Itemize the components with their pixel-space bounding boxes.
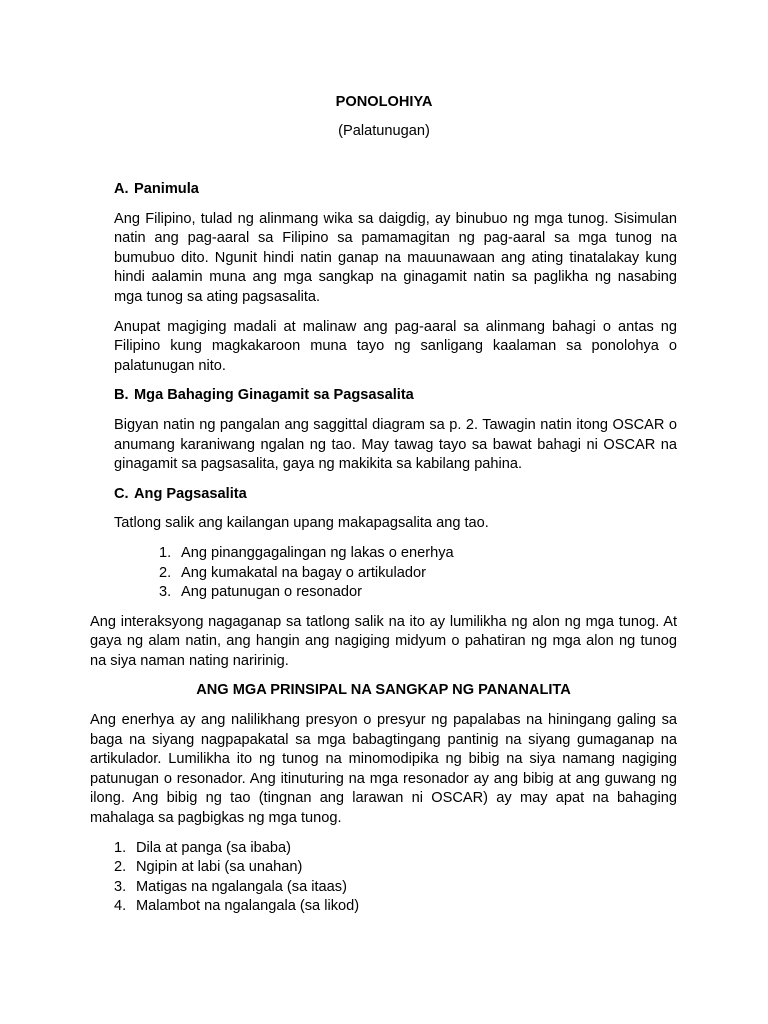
- section-b-marker: B.: [114, 387, 129, 404]
- section-c-heading: [114, 485, 677, 505]
- list-item: 4. Malambot na ngalangala (sa likod): [114, 898, 360, 915]
- section-a-paragraph-2: Anupat magiging madali at malinaw ang pag-aaral sa alinmang bahagi o antas ng Filipino kung magkakaroon muna tayo ng sanligang kaalaman sa ponolohya o palatunugan nito.: [114, 318, 677, 374]
- principal-paragraph: Ang enerhya ay ang nalilikhang presyon o presyur ng papalabas na hiningang galing sa baga na siyang nagpapakatal sa mga babagtingang pantinig na siyang gumaganap na artikulador. Lumilikha ito ng tunog na minomodipika ng bibig na siya namang nagiging patunugan o resonador. Ang itinuturing na mga resonador ay ang bibig at ang guwang ng ilong. Ang bibig ng tao (tingnan ang larawan ni OSCAR) ay may apat na bahaging mahalaga sa pagbigkas ng mga tunog.: [90, 712, 677, 827]
- list-item: 1. Dila at panga (sa ibaba): [114, 839, 291, 856]
- principal-heading: ANG MGA PRINSIPAL NA SANGKAP NG PANANALITA: [196, 682, 571, 699]
- list-item: 1. Ang pinanggagalingan ng lakas o enerhya: [159, 544, 454, 561]
- section-c-marker: C.: [114, 485, 129, 502]
- list-item: 2. Ang kumakatal na bagay o artikulador: [159, 564, 427, 581]
- list-item: 2. Ngipin at labi (sa unahan): [114, 859, 303, 876]
- principal-list: [114, 839, 677, 917]
- list-item: 3. Ang patunugan o resonador: [159, 584, 362, 601]
- section-b-title: Mga Bahaging Ginagamit sa Pagsasalita: [134, 387, 414, 404]
- section-a-paragraph-1: Ang Filipino, tulad ng alinmang wika sa daigdig, ay binubuo ng mga tunog. Sisimulan natin ang pag-aaral sa Filipino sa pamamagitan ng pag-aaral sa mga tunog na bumubuo dito. Ngunit hindi natin ganap na mauunawaan ang ating tinatalakay kung hindi aalamin muna ang mga sangkap na ginagamit natin sa paglikha ng nasabing mga tunog sa ating pagsasalita.: [114, 210, 677, 305]
- section-a-title: Panimula: [134, 181, 199, 197]
- section-c-intro: Tatlong salik ang kailangan upang makapagsalita ang tao.: [114, 515, 489, 532]
- page-title: PONOLOHIYA: [335, 94, 433, 110]
- section-a-marker: A.: [114, 181, 129, 197]
- section-c-closing: Ang interaksyong nagaganap sa tatlong salik na ito ay lumilikha ng alon ng mga tunog. At gaya ng alam natin, ang hangin ang nagiging midyum o pahatiran ng mga alon ng tunog na siya naman nating naririnig.: [90, 613, 677, 669]
- section-c-title: Ang Pagsasalita: [134, 485, 247, 502]
- section-a-heading: [114, 180, 677, 200]
- section-b-paragraph-1: Bigyan natin ng pangalan ang saggittal diagram sa p. 2. Tawagin natin itong OSCAR o anumang karaniwang ngalan ng tao. May tawag tayo sa bawat bahagi ni OSCAR na ginagamit sa pagsasalita, gaya ng makikita sa kabilang pahina.: [114, 416, 677, 473]
- section-c-list: [159, 544, 677, 603]
- page-subtitle: (Palatunugan): [338, 123, 430, 139]
- list-item: 3. Matigas na ngalangala (sa itaas): [114, 878, 347, 895]
- document-body: [90, 180, 677, 927]
- section-b-heading: [114, 386, 677, 406]
